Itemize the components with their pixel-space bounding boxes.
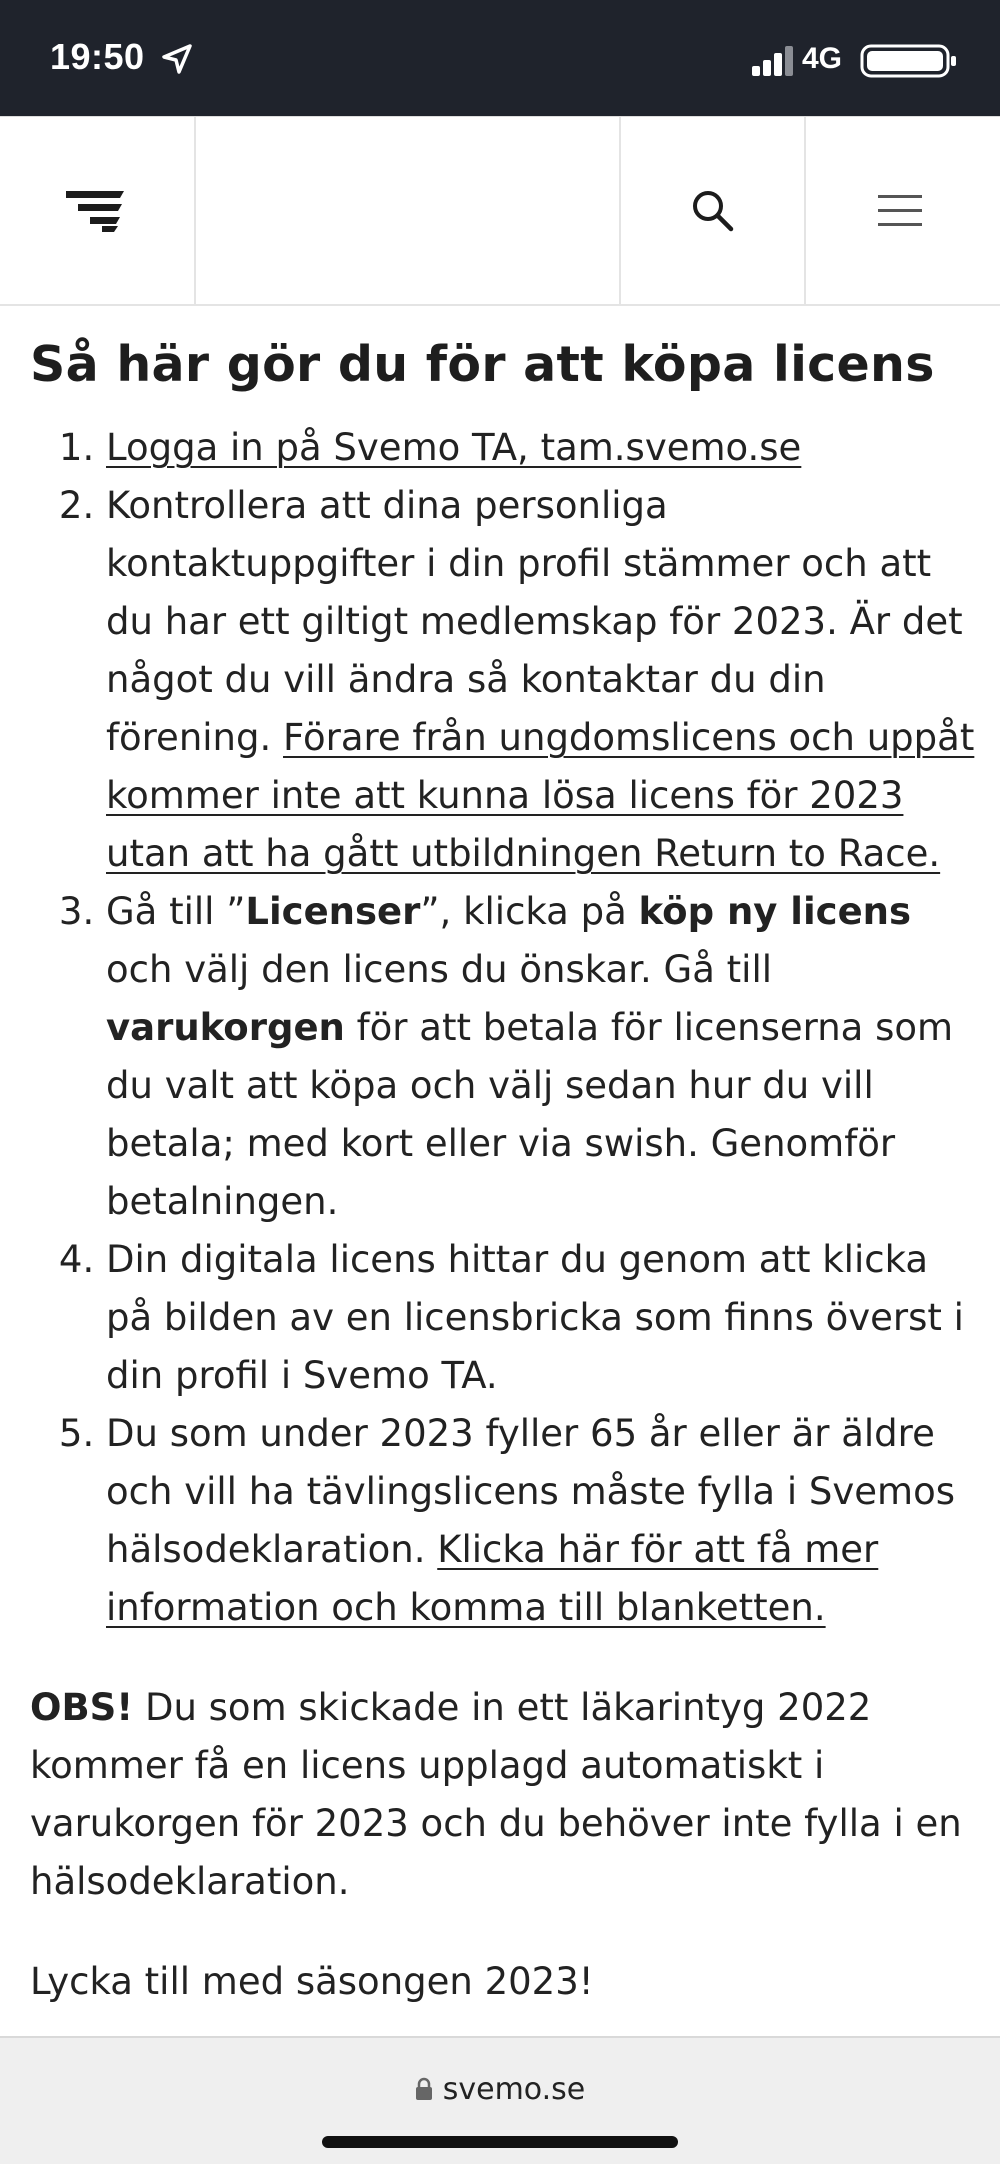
list-item bbox=[106, 419, 980, 477]
step-bold-varukorgen: varukorgen bbox=[106, 1006, 345, 1049]
lock-icon bbox=[415, 2077, 433, 2101]
search-button[interactable] bbox=[621, 117, 806, 305]
health-declaration-link[interactable]: Klicka här för att få mer information och komma till blanketten. bbox=[106, 1528, 879, 1629]
svemo-logo-icon[interactable] bbox=[64, 189, 126, 233]
closing-text: Lycka till med säsongen 2023! bbox=[30, 1960, 594, 2003]
header-spacer bbox=[196, 117, 621, 305]
obs-label: OBS! bbox=[30, 1686, 134, 1729]
step-text: Du som under 2023 fyller 65 år eller är äldre och vill ha tävlingslicens måste fylla i Svemos hälsodeklaration. bbox=[106, 1412, 956, 1571]
article bbox=[30, 306, 980, 2011]
step-bold-kop-ny-licens: köp ny licens bbox=[638, 890, 912, 933]
location-arrow-icon bbox=[160, 42, 194, 76]
list-item bbox=[106, 477, 980, 883]
status-time: 19:50 bbox=[50, 36, 145, 77]
list-item bbox=[106, 1231, 980, 1405]
battery-icon bbox=[860, 44, 960, 78]
login-link[interactable]: Logga in på Svemo TA, tam.svemo.se bbox=[106, 426, 802, 469]
page-title: Så här gör du för att köpa licens bbox=[30, 336, 935, 393]
step-text: ”, klicka på bbox=[420, 890, 639, 933]
list-item bbox=[106, 1405, 980, 1637]
status-bar bbox=[0, 0, 1000, 116]
site-header bbox=[0, 116, 1000, 306]
step-text: Gå till ” bbox=[106, 890, 246, 933]
return-to-race-link[interactable]: Förare från ungdomslicens och uppåt kommer inte att kunna lösa licens för 2023 utan att ha gått utbildningen Return to Race. bbox=[106, 716, 975, 875]
logo-cell[interactable] bbox=[0, 117, 196, 305]
menu-icon[interactable] bbox=[876, 193, 926, 229]
signal-bars-icon bbox=[752, 46, 796, 76]
search-icon[interactable] bbox=[691, 189, 735, 233]
home-indicator[interactable] bbox=[322, 2136, 678, 2148]
url-text[interactable]: svemo.se bbox=[442, 2072, 586, 2107]
network-type: 4G bbox=[801, 42, 842, 75]
list-item bbox=[106, 883, 980, 1231]
step-text: och välj den licens du önskar. Gå till bbox=[106, 948, 772, 991]
step-text: Kontrollera att dina personliga kontaktuppgifter i din profil stämmer och att du har ett giltigt medlemskap för 2023. Är det något du vill ändra så kontaktar du din förening. bbox=[106, 484, 963, 759]
step-text: Din digitala licens hittar du genom att klicka på bilden av en licensbricka som finns överst i din profil i Svemo TA. bbox=[106, 1238, 964, 1397]
url-display[interactable] bbox=[0, 2072, 1000, 2107]
browser-address-bar[interactable] bbox=[0, 2036, 1000, 2164]
step-bold-licenser: Licenser bbox=[245, 890, 421, 933]
step-text: för att betala för licenserna som du valt att köpa och välj sedan hur du vill betala; med kort eller via swish. Genomför betalningen. bbox=[106, 1006, 954, 1223]
menu-button[interactable] bbox=[806, 117, 1000, 305]
obs-paragraph bbox=[30, 1679, 980, 1911]
obs-text: Du som skickade in ett läkarintyg 2022 kommer få en licens upplagd automatiskt i varukorgen för 2023 och du behöver inte fylla i en hälsodeklaration. bbox=[30, 1686, 962, 1903]
license-steps-list bbox=[30, 419, 980, 1637]
